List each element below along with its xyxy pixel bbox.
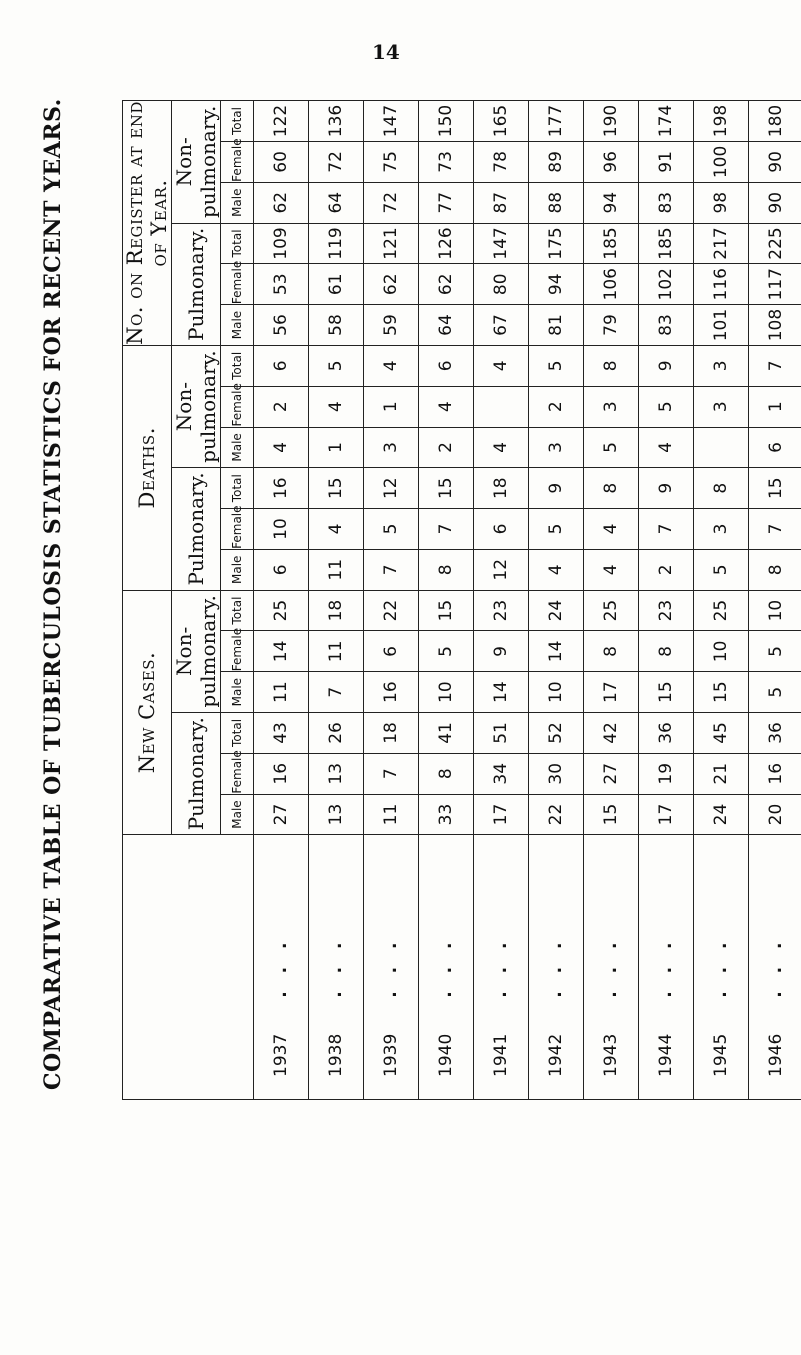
- value-cell: 41: [419, 713, 474, 754]
- value-cell: 5: [364, 509, 419, 550]
- value-cell: 185: [639, 223, 694, 264]
- value-cell: 10: [419, 672, 474, 713]
- table-body: [254, 101, 801, 1100]
- column-header: Male: [221, 182, 254, 223]
- value-cell: 4: [364, 345, 419, 386]
- value-cell: 4: [309, 509, 364, 550]
- value-cell: 53: [254, 264, 309, 305]
- column-header: Total: [221, 713, 254, 754]
- value-cell: 27: [584, 753, 639, 794]
- value-cell: 52: [529, 713, 584, 754]
- value-cell: 2: [254, 386, 309, 427]
- value-cell: 7: [364, 753, 419, 794]
- value-cell: 87: [474, 182, 529, 223]
- column-header: Male: [221, 305, 254, 346]
- value-cell: 5: [309, 345, 364, 386]
- value-cell: 121: [364, 223, 419, 264]
- value-cell: 8: [419, 549, 474, 590]
- subgroup-header: Pulmonary.: [172, 713, 221, 835]
- value-cell: 7: [364, 549, 419, 590]
- value-cell: 6: [474, 509, 529, 550]
- year-label: 1940: [436, 1033, 456, 1077]
- value-cell: 45: [694, 713, 749, 754]
- leader-dots: . . .: [766, 936, 786, 998]
- value-cell: 2: [419, 427, 474, 468]
- value-cell: 15: [639, 672, 694, 713]
- value-cell: 7: [749, 509, 801, 550]
- value-cell: 3: [694, 386, 749, 427]
- value-cell: 2: [639, 549, 694, 590]
- value-cell: 3: [364, 427, 419, 468]
- value-cell: 62: [419, 264, 474, 305]
- year-cell: [254, 835, 309, 1100]
- value-cell: 4: [529, 549, 584, 590]
- year-cell: [529, 835, 584, 1100]
- value-cell: 60: [254, 142, 309, 183]
- value-cell: 4: [639, 427, 694, 468]
- value-cell: 61: [309, 264, 364, 305]
- value-cell: 64: [419, 305, 474, 346]
- value-cell: 109: [254, 223, 309, 264]
- table-row: [694, 101, 749, 1100]
- table-row: [749, 101, 801, 1100]
- value-cell: 4: [584, 509, 639, 550]
- value-cell: 16: [254, 468, 309, 509]
- value-cell: 8: [584, 631, 639, 672]
- value-cell: 1: [364, 386, 419, 427]
- value-cell: 25: [584, 590, 639, 631]
- leader-dots: . . .: [601, 936, 621, 998]
- value-cell: 90: [749, 142, 801, 183]
- value-cell: 91: [639, 142, 694, 183]
- value-cell: 147: [364, 101, 419, 142]
- value-cell: 25: [254, 590, 309, 631]
- value-cell: 190: [584, 101, 639, 142]
- value-cell: 5: [749, 672, 801, 713]
- value-cell: 100: [694, 142, 749, 183]
- value-cell: 1: [749, 386, 801, 427]
- value-cell: 15: [584, 794, 639, 835]
- leader-dots: . . .: [436, 936, 456, 998]
- value-cell: 14: [529, 631, 584, 672]
- group-header-deaths: Deaths.: [123, 345, 172, 590]
- subgroup-header: Pulmonary.: [172, 223, 221, 345]
- column-header: Male: [221, 549, 254, 590]
- page-title: COMPARATIVE TABLE OF TUBERCULOSIS STATISTICS FOR RECENT YEARS.: [40, 98, 66, 1090]
- value-cell: 102: [639, 264, 694, 305]
- value-cell: 24: [694, 794, 749, 835]
- year-label: 1937: [271, 1033, 291, 1077]
- year-cell: [584, 835, 639, 1100]
- value-cell: 150: [419, 101, 474, 142]
- value-cell: 90: [749, 182, 801, 223]
- year-cell: [639, 835, 694, 1100]
- value-cell: 5: [529, 509, 584, 550]
- group-header-on-register: No. on Register at end of Year.: [123, 101, 171, 345]
- year-cell: [474, 835, 529, 1100]
- value-cell: 11: [309, 631, 364, 672]
- column-header: Male: [221, 794, 254, 835]
- leader-dots: . . .: [271, 936, 291, 998]
- column-header: Male: [221, 672, 254, 713]
- value-cell: 7: [639, 509, 694, 550]
- value-cell: 147: [474, 223, 529, 264]
- value-cell: 51: [474, 713, 529, 754]
- value-cell: 15: [309, 468, 364, 509]
- leader-dots: . . .: [491, 936, 511, 998]
- value-cell: [474, 386, 529, 427]
- tuberculosis-statistics-table: [122, 100, 801, 1100]
- year-cell: [309, 835, 364, 1100]
- leader-dots: . . .: [326, 936, 346, 998]
- value-cell: 5: [529, 345, 584, 386]
- value-cell: 8: [694, 468, 749, 509]
- column-header: Total: [221, 223, 254, 264]
- statistics-table-rotated: [122, 100, 786, 1100]
- subgroup-header: Non-pulmonary.: [172, 345, 221, 467]
- value-cell: 75: [364, 142, 419, 183]
- value-cell: 3: [584, 386, 639, 427]
- value-cell: 13: [309, 753, 364, 794]
- value-cell: [694, 427, 749, 468]
- value-cell: 11: [309, 549, 364, 590]
- value-cell: 16: [749, 753, 801, 794]
- value-cell: 78: [474, 142, 529, 183]
- value-cell: 5: [694, 549, 749, 590]
- column-header: Total: [221, 101, 254, 142]
- value-cell: 22: [529, 794, 584, 835]
- value-cell: 98: [694, 182, 749, 223]
- value-cell: 36: [749, 713, 801, 754]
- value-cell: 14: [254, 631, 309, 672]
- year-cell: [749, 835, 801, 1100]
- value-cell: 7: [309, 672, 364, 713]
- table-row: [364, 101, 419, 1100]
- value-cell: 2: [529, 386, 584, 427]
- value-cell: 119: [309, 223, 364, 264]
- table-row: [639, 101, 694, 1100]
- value-cell: 6: [749, 427, 801, 468]
- column-header: Total: [221, 345, 254, 386]
- leader-dots: . . .: [546, 936, 566, 998]
- value-cell: 4: [584, 549, 639, 590]
- leader-dots: . . .: [381, 936, 401, 998]
- value-cell: 9: [639, 345, 694, 386]
- group-header-new-cases: New Cases.: [123, 590, 172, 835]
- table-row: [474, 101, 529, 1100]
- value-cell: 83: [639, 182, 694, 223]
- value-cell: 5: [639, 386, 694, 427]
- value-cell: 96: [584, 142, 639, 183]
- value-cell: 24: [529, 590, 584, 631]
- value-cell: 217: [694, 223, 749, 264]
- value-cell: 62: [254, 182, 309, 223]
- value-cell: 72: [309, 142, 364, 183]
- value-cell: 8: [419, 753, 474, 794]
- value-cell: 42: [584, 713, 639, 754]
- table-row: [584, 101, 639, 1100]
- subgroup-header: Non-pulmonary.: [172, 101, 221, 224]
- value-cell: 126: [419, 223, 474, 264]
- value-cell: 15: [419, 468, 474, 509]
- value-cell: 80: [474, 264, 529, 305]
- value-cell: 5: [419, 631, 474, 672]
- value-cell: 88: [529, 182, 584, 223]
- value-cell: 8: [584, 345, 639, 386]
- column-header: Female: [221, 142, 254, 183]
- value-cell: 19: [639, 753, 694, 794]
- value-cell: 10: [694, 631, 749, 672]
- value-cell: 3: [694, 345, 749, 386]
- year-column-header: [123, 835, 254, 1100]
- value-cell: 17: [584, 672, 639, 713]
- value-cell: 15: [694, 672, 749, 713]
- value-cell: 165: [474, 101, 529, 142]
- value-cell: 36: [639, 713, 694, 754]
- value-cell: 64: [309, 182, 364, 223]
- leader-dots: . . .: [656, 936, 676, 998]
- value-cell: 72: [364, 182, 419, 223]
- value-cell: 13: [309, 794, 364, 835]
- value-cell: 12: [364, 468, 419, 509]
- value-cell: 7: [749, 345, 801, 386]
- value-cell: 18: [364, 713, 419, 754]
- value-cell: 5: [749, 631, 801, 672]
- value-cell: 108: [749, 305, 801, 346]
- year-label: 1942: [546, 1033, 566, 1077]
- value-cell: 6: [254, 345, 309, 386]
- value-cell: 10: [254, 509, 309, 550]
- value-cell: 10: [749, 590, 801, 631]
- value-cell: 12: [474, 549, 529, 590]
- value-cell: 16: [364, 672, 419, 713]
- year-cell: [364, 835, 419, 1100]
- value-cell: 4: [309, 386, 364, 427]
- value-cell: 59: [364, 305, 419, 346]
- value-cell: 30: [529, 753, 584, 794]
- value-cell: 198: [694, 101, 749, 142]
- value-cell: 1: [309, 427, 364, 468]
- column-header: Female: [221, 631, 254, 672]
- value-cell: 25: [694, 590, 749, 631]
- value-cell: 14: [474, 672, 529, 713]
- table-row: [309, 101, 364, 1100]
- year-label: 1944: [656, 1033, 676, 1077]
- value-cell: 4: [419, 386, 474, 427]
- column-header: Female: [221, 509, 254, 550]
- value-cell: 116: [694, 264, 749, 305]
- table-row: [254, 101, 309, 1100]
- column-header: Male: [221, 427, 254, 468]
- value-cell: 15: [419, 590, 474, 631]
- table-row: [419, 101, 474, 1100]
- value-cell: 83: [639, 305, 694, 346]
- value-cell: 10: [529, 672, 584, 713]
- column-header: Total: [221, 590, 254, 631]
- value-cell: 56: [254, 305, 309, 346]
- value-cell: 43: [254, 713, 309, 754]
- table-row: [529, 101, 584, 1100]
- value-cell: 73: [419, 142, 474, 183]
- value-cell: 16: [254, 753, 309, 794]
- value-cell: 21: [694, 753, 749, 794]
- value-cell: 4: [474, 345, 529, 386]
- value-cell: 9: [529, 468, 584, 509]
- leader-dots: . . .: [711, 936, 731, 998]
- value-cell: 67: [474, 305, 529, 346]
- value-cell: 177: [529, 101, 584, 142]
- value-cell: 6: [419, 345, 474, 386]
- value-cell: 77: [419, 182, 474, 223]
- column-header: Female: [221, 386, 254, 427]
- value-cell: 23: [639, 590, 694, 631]
- year-label: 1946: [766, 1033, 786, 1077]
- value-cell: 8: [584, 468, 639, 509]
- value-cell: 89: [529, 142, 584, 183]
- value-cell: 185: [584, 223, 639, 264]
- value-cell: 117: [749, 264, 801, 305]
- value-cell: 94: [529, 264, 584, 305]
- value-cell: 106: [584, 264, 639, 305]
- year-label: 1945: [711, 1033, 731, 1077]
- value-cell: 6: [254, 549, 309, 590]
- year-label: 1938: [326, 1033, 346, 1077]
- value-cell: 11: [254, 672, 309, 713]
- value-cell: 20: [749, 794, 801, 835]
- column-header: Female: [221, 753, 254, 794]
- value-cell: 94: [584, 182, 639, 223]
- value-cell: 7: [419, 509, 474, 550]
- value-cell: 3: [694, 509, 749, 550]
- value-cell: 4: [254, 427, 309, 468]
- value-cell: 26: [309, 713, 364, 754]
- value-cell: 5: [584, 427, 639, 468]
- year-cell: [694, 835, 749, 1100]
- value-cell: 27: [254, 794, 309, 835]
- value-cell: 23: [474, 590, 529, 631]
- value-cell: 11: [364, 794, 419, 835]
- value-cell: 58: [309, 305, 364, 346]
- value-cell: 136: [309, 101, 364, 142]
- value-cell: 79: [584, 305, 639, 346]
- value-cell: 9: [474, 631, 529, 672]
- value-cell: 175: [529, 223, 584, 264]
- value-cell: 9: [639, 468, 694, 509]
- value-cell: 62: [364, 264, 419, 305]
- page-number: 14: [372, 40, 400, 64]
- value-cell: 18: [474, 468, 529, 509]
- year-label: 1943: [601, 1033, 621, 1077]
- value-cell: 17: [474, 794, 529, 835]
- value-cell: 22: [364, 590, 419, 631]
- value-cell: 8: [749, 549, 801, 590]
- value-cell: 33: [419, 794, 474, 835]
- value-cell: 8: [639, 631, 694, 672]
- value-cell: 81: [529, 305, 584, 346]
- value-cell: 34: [474, 753, 529, 794]
- value-cell: 4: [474, 427, 529, 468]
- subgroup-header: Pulmonary.: [172, 468, 221, 590]
- column-header: Total: [221, 468, 254, 509]
- value-cell: 101: [694, 305, 749, 346]
- value-cell: 180: [749, 101, 801, 142]
- value-cell: 18: [309, 590, 364, 631]
- subgroup-header: Non-pulmonary.: [172, 590, 221, 712]
- value-cell: 17: [639, 794, 694, 835]
- column-header: Female: [221, 264, 254, 305]
- value-cell: 225: [749, 223, 801, 264]
- value-cell: 122: [254, 101, 309, 142]
- value-cell: 15: [749, 468, 801, 509]
- value-cell: 174: [639, 101, 694, 142]
- value-cell: 3: [529, 427, 584, 468]
- year-cell: [419, 835, 474, 1100]
- value-cell: 6: [364, 631, 419, 672]
- year-label: 1941: [491, 1033, 511, 1077]
- year-label: 1939: [381, 1033, 401, 1077]
